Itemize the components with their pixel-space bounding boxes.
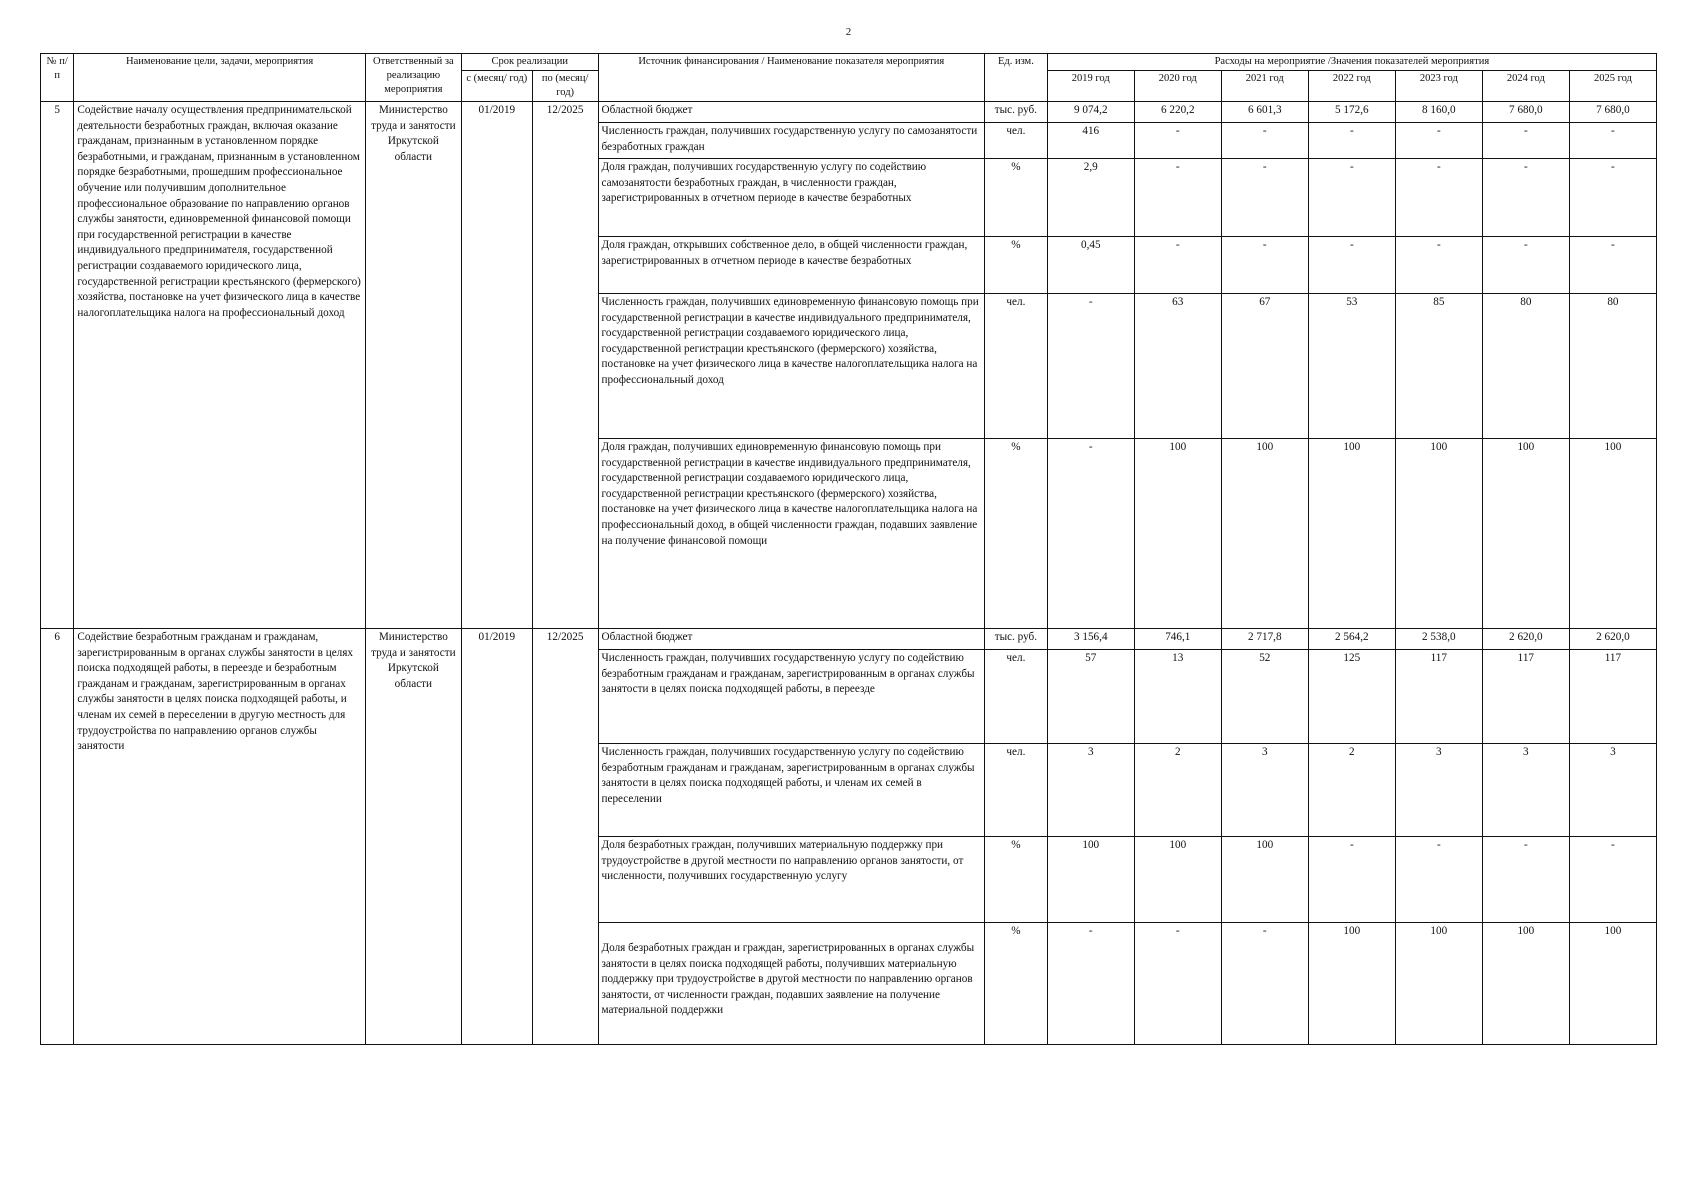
unit: чел. [985,650,1048,744]
value-cell: 6 601,3 [1221,102,1308,123]
header-year: 2024 год [1482,71,1569,102]
indicator-label: Доля граждан, получивших единовременную финансовую помощь при государственной регистрации в качестве индивидуального предпринимателя, государственной регистрации создаваемого юридического лица, государственной регистрации крестьянского (фермерского) хозяйства, постановке на учет физического лица в качестве налогоплательщика налога на профессиональный доход, в общей численности граждан, подавших заявление на получение финансовой помощи [598,439,985,629]
value-cell: - [1308,237,1395,294]
value-cell: - [1134,123,1221,159]
value-cell: 100 [1482,923,1569,1045]
responsible: Министерство труда и занятости Иркутской области [365,629,461,1045]
header-row-1 [41,54,1657,71]
unit: тыс. руб. [985,629,1048,650]
value-cell: 100 [1395,923,1482,1045]
value-cell: 3 [1047,744,1134,837]
value-cell: - [1482,837,1569,923]
value-cell: 100 [1569,439,1656,629]
value-cell: 100 [1308,439,1395,629]
value-cell: 117 [1395,650,1482,744]
value-cell: - [1569,237,1656,294]
value-cell: 3 [1395,744,1482,837]
header-to: по (месяц/ год) [532,71,598,102]
value-cell: - [1047,294,1134,439]
value-cell: 2 620,0 [1482,629,1569,650]
value-cell: 3 156,4 [1047,629,1134,650]
value-cell: 117 [1482,650,1569,744]
header-year: 2020 год [1134,71,1221,102]
value-cell: 100 [1134,837,1221,923]
unit: % [985,439,1048,629]
header-from: с (месяц/ год) [461,71,532,102]
header-expenses: Расходы на мероприятие /Значения показателей мероприятия [1047,54,1656,71]
value-cell: - [1221,237,1308,294]
value-cell: - [1134,923,1221,1045]
value-cell: 80 [1569,294,1656,439]
value-cell: 8 160,0 [1395,102,1482,123]
unit: % [985,237,1048,294]
value-cell: - [1047,923,1134,1045]
header-source: Источник финансирования / Наименование показателя мероприятия [598,54,985,102]
unit: % [985,159,1048,237]
value-cell: - [1395,123,1482,159]
value-cell: 52 [1221,650,1308,744]
value-cell: - [1308,159,1395,237]
header-year: 2021 год [1221,71,1308,102]
indicator-label: Областной бюджет [598,102,985,123]
value-cell: 2 538,0 [1395,629,1482,650]
value-cell: - [1395,159,1482,237]
value-cell: 100 [1395,439,1482,629]
term-from: 01/2019 [461,102,532,629]
indicator-label: Доля безработных граждан, получивших материальную поддержку при трудоустройстве в другой местности по направлению органов занятости, от численности, получивших государственную услугу [598,837,985,923]
unit: чел. [985,744,1048,837]
value-cell: - [1569,837,1656,923]
value-cell: 100 [1221,837,1308,923]
value-cell: - [1308,123,1395,159]
value-cell: - [1308,837,1395,923]
row-num: 6 [41,629,74,1045]
header-responsible: Ответственный за реализацию мероприятия [365,54,461,102]
value-cell: 80 [1482,294,1569,439]
indicator-label: Доля граждан, открывших собственное дело, в общей численности граждан, зарегистрированных в отчетном периоде в качестве безработных [598,237,985,294]
value-cell: - [1047,439,1134,629]
value-cell: 6 220,2 [1134,102,1221,123]
value-cell: 3 [1569,744,1656,837]
value-cell: 416 [1047,123,1134,159]
value-cell: 2 [1134,744,1221,837]
value-cell: 100 [1482,439,1569,629]
page-number: 2 [845,26,852,38]
value-cell: 57 [1047,650,1134,744]
value-cell: 125 [1308,650,1395,744]
value-cell: 2 717,8 [1221,629,1308,650]
value-cell: - [1395,837,1482,923]
term-from: 01/2019 [461,629,532,1045]
term-to: 12/2025 [532,102,598,629]
value-cell: 100 [1047,837,1134,923]
value-cell: 100 [1134,439,1221,629]
unit: чел. [985,294,1048,439]
value-cell: - [1221,123,1308,159]
value-cell: 3 [1221,744,1308,837]
header-unit: Ед. изм. [985,54,1048,102]
indicator-label: Численность граждан, получивших государственную услугу по содействию безработным гражданам и гражданам, зарегистрированным в органах службы занятости в целях поиска подходящей работы, в переезде [598,650,985,744]
value-cell: 2 [1308,744,1395,837]
indicator-label: Численность граждан, получивших единовременную финансовую помощь при государственной регистрации в качестве индивидуального предпринимателя, государственной регистрации создаваемого юридического лица, государственной регистрации крестьянского (фермерского) хозяйства, постановке на учет физического лица в качестве налогоплательщика налога на профессиональный доход [598,294,985,439]
value-cell: - [1134,237,1221,294]
value-cell: - [1482,237,1569,294]
measure-name: Содействие безработным гражданам и гражданам, зарегистрированным в органах службы занятости в целях поиска подходящей работы, в переезде и безработным гражданам и гражданам, зарегистрированным в органах службы занятости в целях поиска подходящей работы, и членам их семей в переселении в другую местность для трудоустройства по направлению органов службы занятости [74,629,365,1045]
value-cell: - [1482,159,1569,237]
header-year: 2023 год [1395,71,1482,102]
value-cell: 7 680,0 [1569,102,1656,123]
value-cell: 100 [1221,439,1308,629]
value-cell: 53 [1308,294,1395,439]
term-to: 12/2025 [532,629,598,1045]
responsible: Министерство труда и занятости Иркутской области [365,102,461,629]
value-cell: 746,1 [1134,629,1221,650]
value-cell: - [1569,123,1656,159]
table-row [41,629,1657,650]
header-year: 2025 год [1569,71,1656,102]
indicator-label: Численность граждан, получивших государственную услугу по самозанятости безработных граждан [598,123,985,159]
value-cell: 3 [1482,744,1569,837]
indicator-label: Доля граждан, получивших государственную услугу по содействию самозанятости безработных граждан, в численности граждан, зарегистрированных в отчетном периоде в качестве безработных [598,159,985,237]
value-cell: - [1569,159,1656,237]
value-cell: - [1395,237,1482,294]
value-cell: 100 [1308,923,1395,1045]
value-cell: 0,45 [1047,237,1134,294]
unit: % [985,837,1048,923]
value-cell: 2 620,0 [1569,629,1656,650]
unit: % [985,923,1048,1045]
value-cell: 67 [1221,294,1308,439]
indicator-label: Доля безработных граждан и граждан, зарегистрированных в органах службы занятости в целях поиска подходящей работы, получивших материальную поддержку при трудоустройстве в другой местности по направлению органов занятости, от численности граждан, подавших заявление на получение материальной поддержки [598,923,985,1045]
value-cell: - [1221,923,1308,1045]
value-cell: 2 564,2 [1308,629,1395,650]
indicator-label: Численность граждан, получивших государственную услугу по содействию безработным гражданам и гражданам, зарегистрированным в органах службы занятости в целях поиска подходящей работы, и членам их семей в переселении [598,744,985,837]
value-cell: 85 [1395,294,1482,439]
unit: тыс. руб. [985,102,1048,123]
value-cell: 2,9 [1047,159,1134,237]
table-body [41,102,1657,1045]
value-cell: - [1482,123,1569,159]
value-cell: 63 [1134,294,1221,439]
header-name: Наименование цели, задачи, мероприятия [74,54,365,102]
value-cell: 5 172,6 [1308,102,1395,123]
row-num: 5 [41,102,74,629]
unit: чел. [985,123,1048,159]
measure-name: Содействие началу осуществления предпринимательской деятельности безработных граждан, включая оказание гражданам, признанным в установленном порядке безработными, и гражданам, признанным в установленном порядке безработными, прошедшим профессиональное обучение или получившим дополнительное профессиональное образование по направлению органов службы занятости, единовременной финансовой помощи при государственной регистрации в качестве индивидуального предпринимателя, государственной регистрации создаваемого юридического лица, государственной регистрации крестьянского (фермерского) хозяйства, постановке на учет физического лица в качестве налогоплательщика налога на профессиональный доход [74,102,365,629]
table-row [41,102,1657,123]
header-num: № п/п [41,54,74,102]
value-cell: 7 680,0 [1482,102,1569,123]
indicator-label: Областной бюджет [598,629,985,650]
value-cell: 13 [1134,650,1221,744]
value-cell: - [1134,159,1221,237]
value-cell: 9 074,2 [1047,102,1134,123]
header-year: 2019 год [1047,71,1134,102]
value-cell: - [1221,159,1308,237]
value-cell: 117 [1569,650,1656,744]
header-term: Срок реализации [461,54,598,71]
program-table [40,53,1657,1045]
header-year: 2022 год [1308,71,1395,102]
value-cell: 100 [1569,923,1656,1045]
